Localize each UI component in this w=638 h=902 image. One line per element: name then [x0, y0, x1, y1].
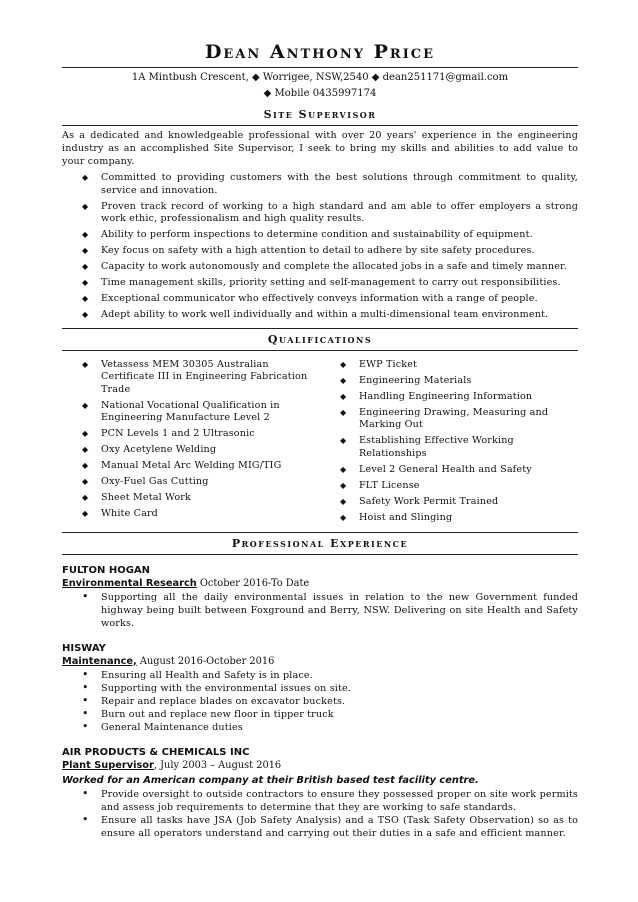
- qualifications-left: [62, 359, 320, 528]
- experience-title: Professional Experience: [231, 536, 409, 550]
- list-item: ◆ Proven track record of working to a high standard and am able to offer employers a strong work ethic, professionalism and high quality results.: [82, 201, 578, 226]
- list-item: ◆ EWP Ticket: [340, 359, 578, 372]
- job-entry: [62, 642, 578, 734]
- list-item: ◆ Committed to providing customers with the best solutions through commitment to quality, service and innovation.: [82, 172, 578, 197]
- list-item: ◆ Oxy-Fuel Gas Cutting: [82, 476, 320, 489]
- experience-section: [62, 532, 578, 840]
- summary-text: As a dedicated and knowledgeable professional with over 20 years' experience in the engineering industry as an accomplished Site Supervisor, I seek to bring my skills and abilities to add value to your company.: [62, 130, 578, 167]
- qualifications-columns: [62, 359, 578, 528]
- job-entry: [62, 564, 578, 630]
- qualifications-right: [320, 359, 578, 528]
- list-item: ◆ National Vocational Qualification in Engineering Manufacture Level 2: [82, 400, 320, 425]
- job-note: Worked for an American company at their British based test facility centre.: [62, 774, 479, 786]
- list-item: ◆ Exceptional communicator who effectively conveys information with a range of people.: [82, 293, 578, 306]
- list-item: ◆ Sheet Metal Work: [82, 492, 320, 505]
- list-item: • Ensuring all Health and Safety is in place.: [82, 669, 578, 682]
- job-company: HISWAY: [62, 642, 106, 654]
- candidate-name: Dean Anthony Price: [204, 41, 436, 63]
- job-dates: October 2016-To Date: [196, 577, 310, 589]
- list-item: ◆ Hoist and Slinging: [340, 512, 578, 525]
- qualifications-left-list: [62, 359, 320, 521]
- qualifications-title: Qualifications: [267, 332, 373, 346]
- list-item: • Supporting with the environmental issues on site.: [82, 682, 578, 695]
- mobile-line: ◆ Mobile 0435997174: [263, 88, 377, 99]
- list-item: ◆ Handling Engineering Information: [340, 391, 578, 404]
- list-item: ◆ Level 2 General Health and Safety: [340, 464, 578, 477]
- contact-block: [62, 70, 578, 102]
- qualifications-right-list: [320, 359, 578, 525]
- list-item: • Provide oversight to outside contractors to ensure they possessed proper on site work permits and assess job requirements to determine that they are working to safe standards.: [82, 788, 578, 814]
- job-bullets: [62, 788, 578, 840]
- job-role-line: [62, 759, 578, 772]
- job-bullets: [62, 591, 578, 630]
- list-item: ◆ FLT License: [340, 480, 578, 493]
- job-entry: [62, 746, 578, 840]
- summary-title: Site Supervisor: [263, 108, 377, 121]
- job-company: FULTON HOGAN: [62, 564, 151, 576]
- header-divider: [62, 67, 578, 68]
- resume-page: [62, 40, 578, 840]
- address-line: 1A Mintbush Crescent, ◆ Worrigee, NSW,2540 ◆ dean251171@gmail.com: [131, 72, 509, 83]
- summary-section: [62, 108, 578, 322]
- list-item: ◆ Time management skills, priority setting and self-management to carry out responsibilities.: [82, 277, 578, 290]
- list-item: • Supporting all the daily environmental issues in relation to the new Government funded highway being built between Foxground and Berry, NSW. Delivering on site Health and Safety works.: [82, 591, 578, 630]
- job-dates: , July 2003 – August 2016: [153, 759, 282, 771]
- job-role: Environmental Research: [62, 577, 197, 589]
- list-item: ◆ Manual Metal Arc Welding MIG/TIG: [82, 460, 320, 473]
- summary-divider: [62, 125, 578, 126]
- job-dates: August 2016-October 2016: [136, 655, 275, 667]
- list-item: • Burn out and replace new floor in tipper truck: [82, 708, 578, 721]
- list-item: ◆ Safety Work Permit Trained: [340, 496, 578, 509]
- list-item: ◆ Vetassess MEM 30305 Australian Certificate III in Engineering Fabrication Trade: [82, 359, 320, 397]
- job-role: Plant Supervisor: [62, 759, 154, 771]
- list-item: ◆ Engineering Materials: [340, 375, 578, 388]
- job-bullets: [62, 669, 578, 734]
- experience-header: [62, 532, 578, 555]
- job-role-line: [62, 655, 578, 668]
- list-item: ◆ Capacity to work autonomously and complete the allocated jobs in a safe and timely manner.: [82, 261, 578, 274]
- list-item: • Ensure all tasks have JSA (Job Safety Analysis) and a TSO (Task Safety Observation) so as to ensure all operators understand and carrying out their duties in a safe and efficient manner.: [82, 814, 578, 840]
- list-item: ◆ Establishing Effective Working Relationships: [340, 435, 578, 460]
- job-role-line: [62, 577, 578, 590]
- list-item: ◆ Key focus on safety with a high attention to detail to adhere by site safety procedures.: [82, 245, 578, 258]
- list-item: • Repair and replace blades on excavator buckets.: [82, 695, 578, 708]
- list-item: ◆ PCN Levels 1 and 2 Ultrasonic: [82, 428, 320, 441]
- job-role: Maintenance,: [62, 655, 137, 667]
- job-company: AIR PRODUCTS & CHEMICALS INC: [62, 746, 250, 758]
- summary-bullets: [62, 172, 578, 322]
- list-item: ◆ Ability to perform inspections to determine condition and sustainability of equipment.: [82, 229, 578, 242]
- list-item: ◆ Oxy Acetylene Welding: [82, 444, 320, 457]
- list-item: ◆ White Card: [82, 508, 320, 521]
- list-item: • General Maintenance duties: [82, 721, 578, 734]
- qualifications-section: [62, 328, 578, 528]
- qualifications-header: [62, 328, 578, 351]
- list-item: ◆ Engineering Drawing, Measuring and Marking Out: [340, 407, 578, 432]
- list-item: ◆ Adept ability to work well individually and within a multi-dimensional team environment.: [82, 309, 578, 322]
